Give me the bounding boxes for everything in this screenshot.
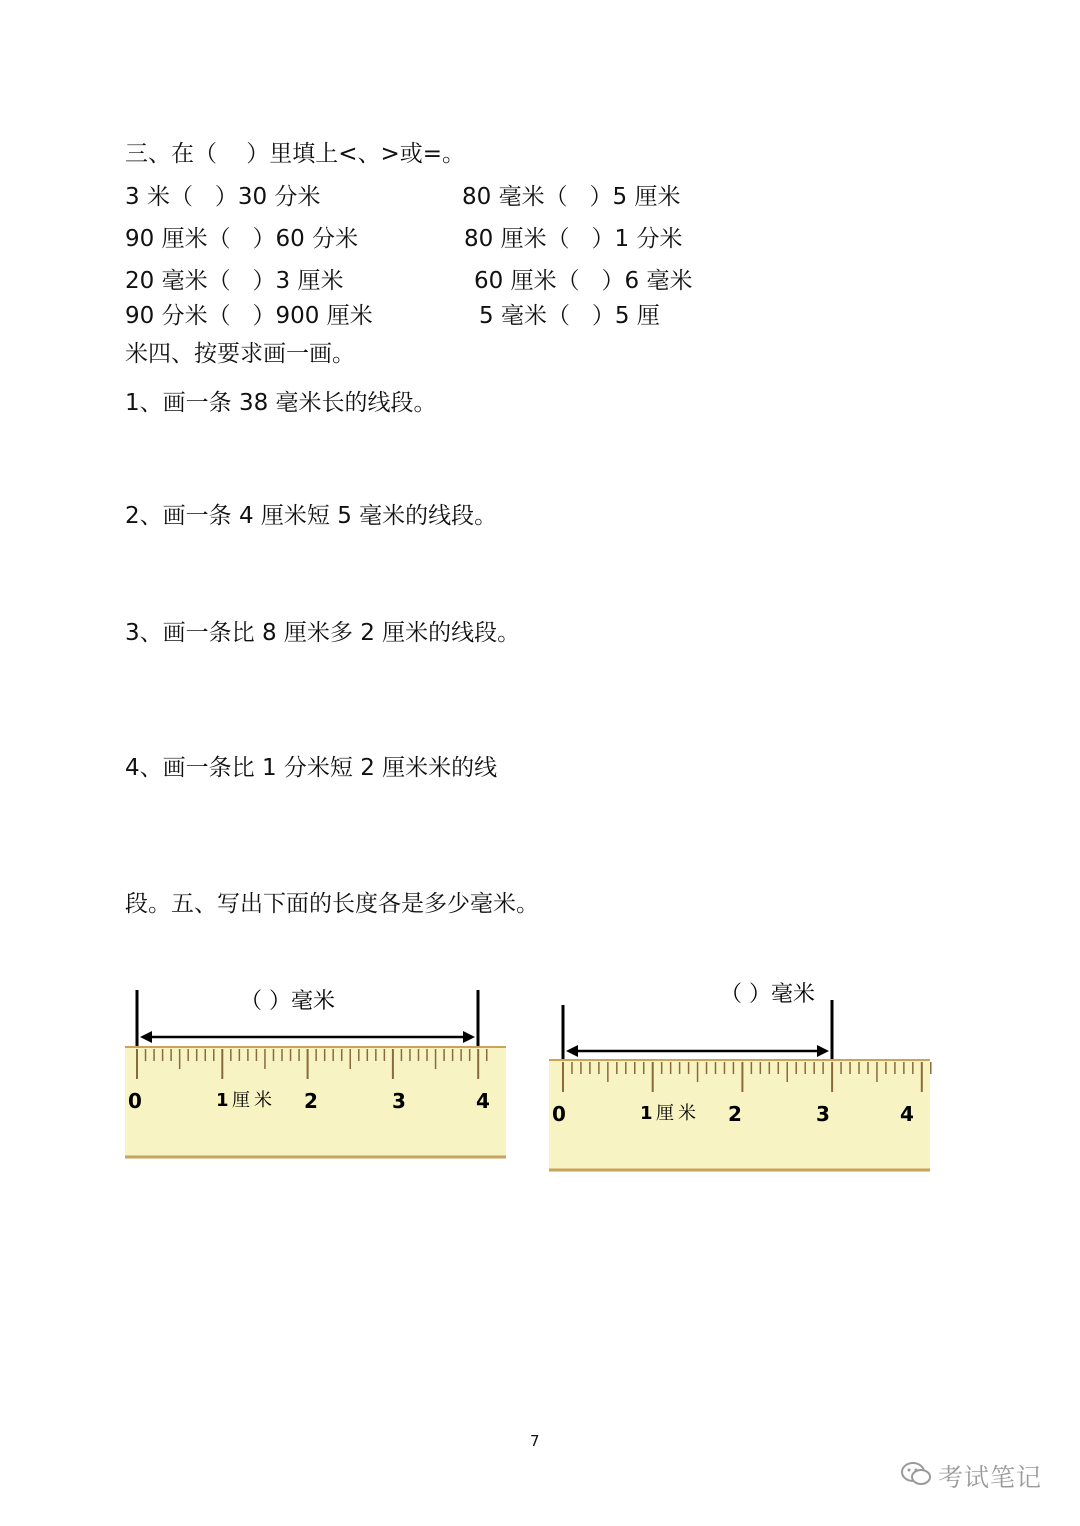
ruler-2-tick-1: 1 xyxy=(640,1103,653,1124)
ruler-1-tick-3: 3 xyxy=(392,1089,406,1113)
ruler-1-tick-1: 1 xyxy=(216,1090,229,1111)
draw-task-2: 2、画一条 4 厘米短 5 毫米的线段。 xyxy=(125,503,498,529)
draw-task-1: 1、画一条 38 毫米长的线段。 xyxy=(125,390,437,416)
compare-row-2-left: 90 厘米（ ）60 分米 xyxy=(125,226,359,252)
compare-row-2-right: 80 厘米（ ）1 分米 xyxy=(464,226,683,252)
ruler-2-arrowhead-right xyxy=(817,1045,829,1057)
ruler-2-arrowhead-left xyxy=(566,1045,578,1057)
ruler-1-unit-label: 厘米 xyxy=(232,1090,276,1111)
ruler-1-tick-0: 0 xyxy=(128,1089,142,1113)
ruler-2-tick-0: 0 xyxy=(552,1102,566,1126)
watermark xyxy=(900,1458,1042,1494)
page-number: 7 xyxy=(530,1432,540,1450)
ruler-1-tick-4: 4 xyxy=(476,1089,490,1113)
compare-row-4-right: 5 毫米（ ）5 厘 xyxy=(479,303,660,329)
ruler-1-answer-label: （ ）毫米 xyxy=(240,989,335,1014)
section4-heading: 米四、按要求画一画。 xyxy=(125,341,355,367)
ruler-1-arrowhead-left xyxy=(140,1031,152,1043)
compare-row-3-right: 60 厘米（ ）6 毫米 xyxy=(474,268,693,294)
ruler-1-arrowhead-right xyxy=(463,1031,475,1043)
draw-task-3: 3、画一条比 8 厘米多 2 厘米的线段。 xyxy=(125,620,521,646)
ruler-2-tick-3: 3 xyxy=(816,1102,830,1126)
compare-row-1-left: 3 米（ ）30 分米 xyxy=(125,184,321,210)
compare-row-4-left: 90 分米（ ）900 厘米 xyxy=(125,303,373,329)
ruler-2-answer-label: （ ）毫米 xyxy=(720,982,815,1007)
ruler-2-tick-2: 2 xyxy=(728,1102,742,1126)
draw-task-4: 4、画一条比 1 分米短 2 厘米米的线 xyxy=(125,755,498,781)
compare-row-3-left: 20 毫米（ ）3 厘米 xyxy=(125,268,344,294)
section5-heading: 段。五、写出下面的长度各是多少毫米。 xyxy=(125,891,539,917)
ruler-2-tick-4: 4 xyxy=(900,1102,914,1126)
section3-heading: 三、在（ ）里填上<、>或=。 xyxy=(125,141,466,167)
ruler-1-tick-2: 2 xyxy=(304,1089,318,1113)
watermark-text: 考试笔记 xyxy=(938,1463,1043,1492)
wechat-icon xyxy=(900,1460,932,1492)
ruler-2-unit-label: 厘米 xyxy=(656,1103,700,1124)
compare-row-1-right: 80 毫米（ ）5 厘米 xyxy=(462,184,681,210)
